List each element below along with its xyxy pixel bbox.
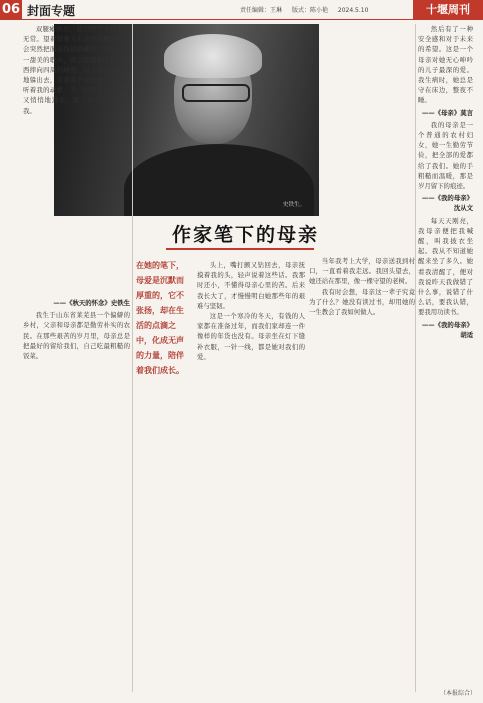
page-header (0, 0, 483, 20)
column-4 (309, 256, 415, 696)
paragraph: 这是一个寒冷的冬天，有钱的人家都在准备过年，而我们家却连一件像样的年货也没有。母亲坐在灯下缝补衣服，一针一线，都是她对我们的爱。 (197, 312, 305, 361)
column-divider (132, 24, 133, 692)
column-3 (197, 260, 305, 690)
byline: ——《我的母亲》沈从文 (421, 194, 473, 213)
paragraph: 当年我考上大学，母亲送我到村口，一直看着我走远。我回头望去，她还站在那里，像一棵守望的老树。 (309, 257, 415, 286)
column-divider (415, 24, 416, 692)
paragraph: 每天天刚亮，我母亲便把我喊醒，叫我披衣坐起。我从不知道她醒来坐了多久。她看我清醒了，便对我说昨天我做错了什么事，说错了什么话，要我认错，要我用功读书。 (418, 216, 473, 317)
byline: ——《我的母亲》胡适 (421, 320, 473, 339)
masthead: 十堰周刊 (413, 0, 483, 19)
article-title: 作家笔下的母亲 (172, 224, 320, 246)
credits (240, 5, 376, 14)
page-number: 06 (1, 2, 21, 17)
column-1 (23, 24, 130, 696)
paragraph: 我有时会想，母亲这一辈子究竟为了什么？她没有读过书，却用她的一生教会了我如何做人。 (309, 287, 415, 317)
photo-caption: 史铁生。 (282, 202, 305, 208)
paragraph: 我的母亲是一个普通的农村妇女，她一生勤劳节俭，把全部的爱都给了我们。她的手粗糙而温暖，那是岁月留下的痕迹。 (418, 120, 473, 191)
paragraph: 双腿瘫痪后，我的脾气变得暴怒无常。望着望着天上北归的雁阵，我会突然把面前的玻璃砸碎；听着李谷一甜美的歌声，我会猛地把手边的东西摔向四周的墙壁。母亲这时就悄悄地躲出去，在我看不见的地方偷偷地听着我的动静。当一切恢复沉寂，她又悄悄地进来，眼边红红的，看着我。 (23, 25, 130, 115)
byline: ——《母亲》莫言 (421, 108, 473, 117)
byline: ——《秋天的怀念》史铁生 (53, 299, 130, 307)
title-rule (166, 248, 314, 250)
credit-editor: 责任编辑：王琳 (240, 7, 283, 14)
photo-hair (164, 34, 262, 78)
credit-date: 2024.5.10 (337, 7, 369, 14)
paragraph: 然后有了一种安全感和对于未来的希望。这是一个母亲对她无心呻吟的儿子最深的爱。我生病时，她总是守在床边，整夜不睡。 (418, 25, 473, 105)
pullquote: 在她的笔下，母爱是沉默而厚重的，它不张扬，却在生活的点滴之中，化成无声的力量，陪伴着我们成长。 (136, 260, 184, 375)
section-title: 封面专题 (27, 4, 76, 18)
photo-glasses (182, 84, 250, 102)
column-5 (418, 24, 473, 696)
credit-layout: 版式：陈小艳 (291, 7, 328, 14)
footer-note: （本报综合） (440, 690, 477, 697)
paragraph: 头上，嘴打颤又钻回去，母亲抚摸着我的头，轻声说着这些话。我那时还小，不懂得母亲心里的苦。后来我长大了，才慢慢明白她那些年的艰难与坚韧。 (197, 261, 305, 310)
paragraph: 我生于山东省莱芜县一个偏僻的乡村，父亲和母亲都是勤劳朴实的农民。在那些艰苦的岁月里，母亲总是把最好的留给我们，自己吃最粗糙的饭菜。 (23, 311, 130, 361)
